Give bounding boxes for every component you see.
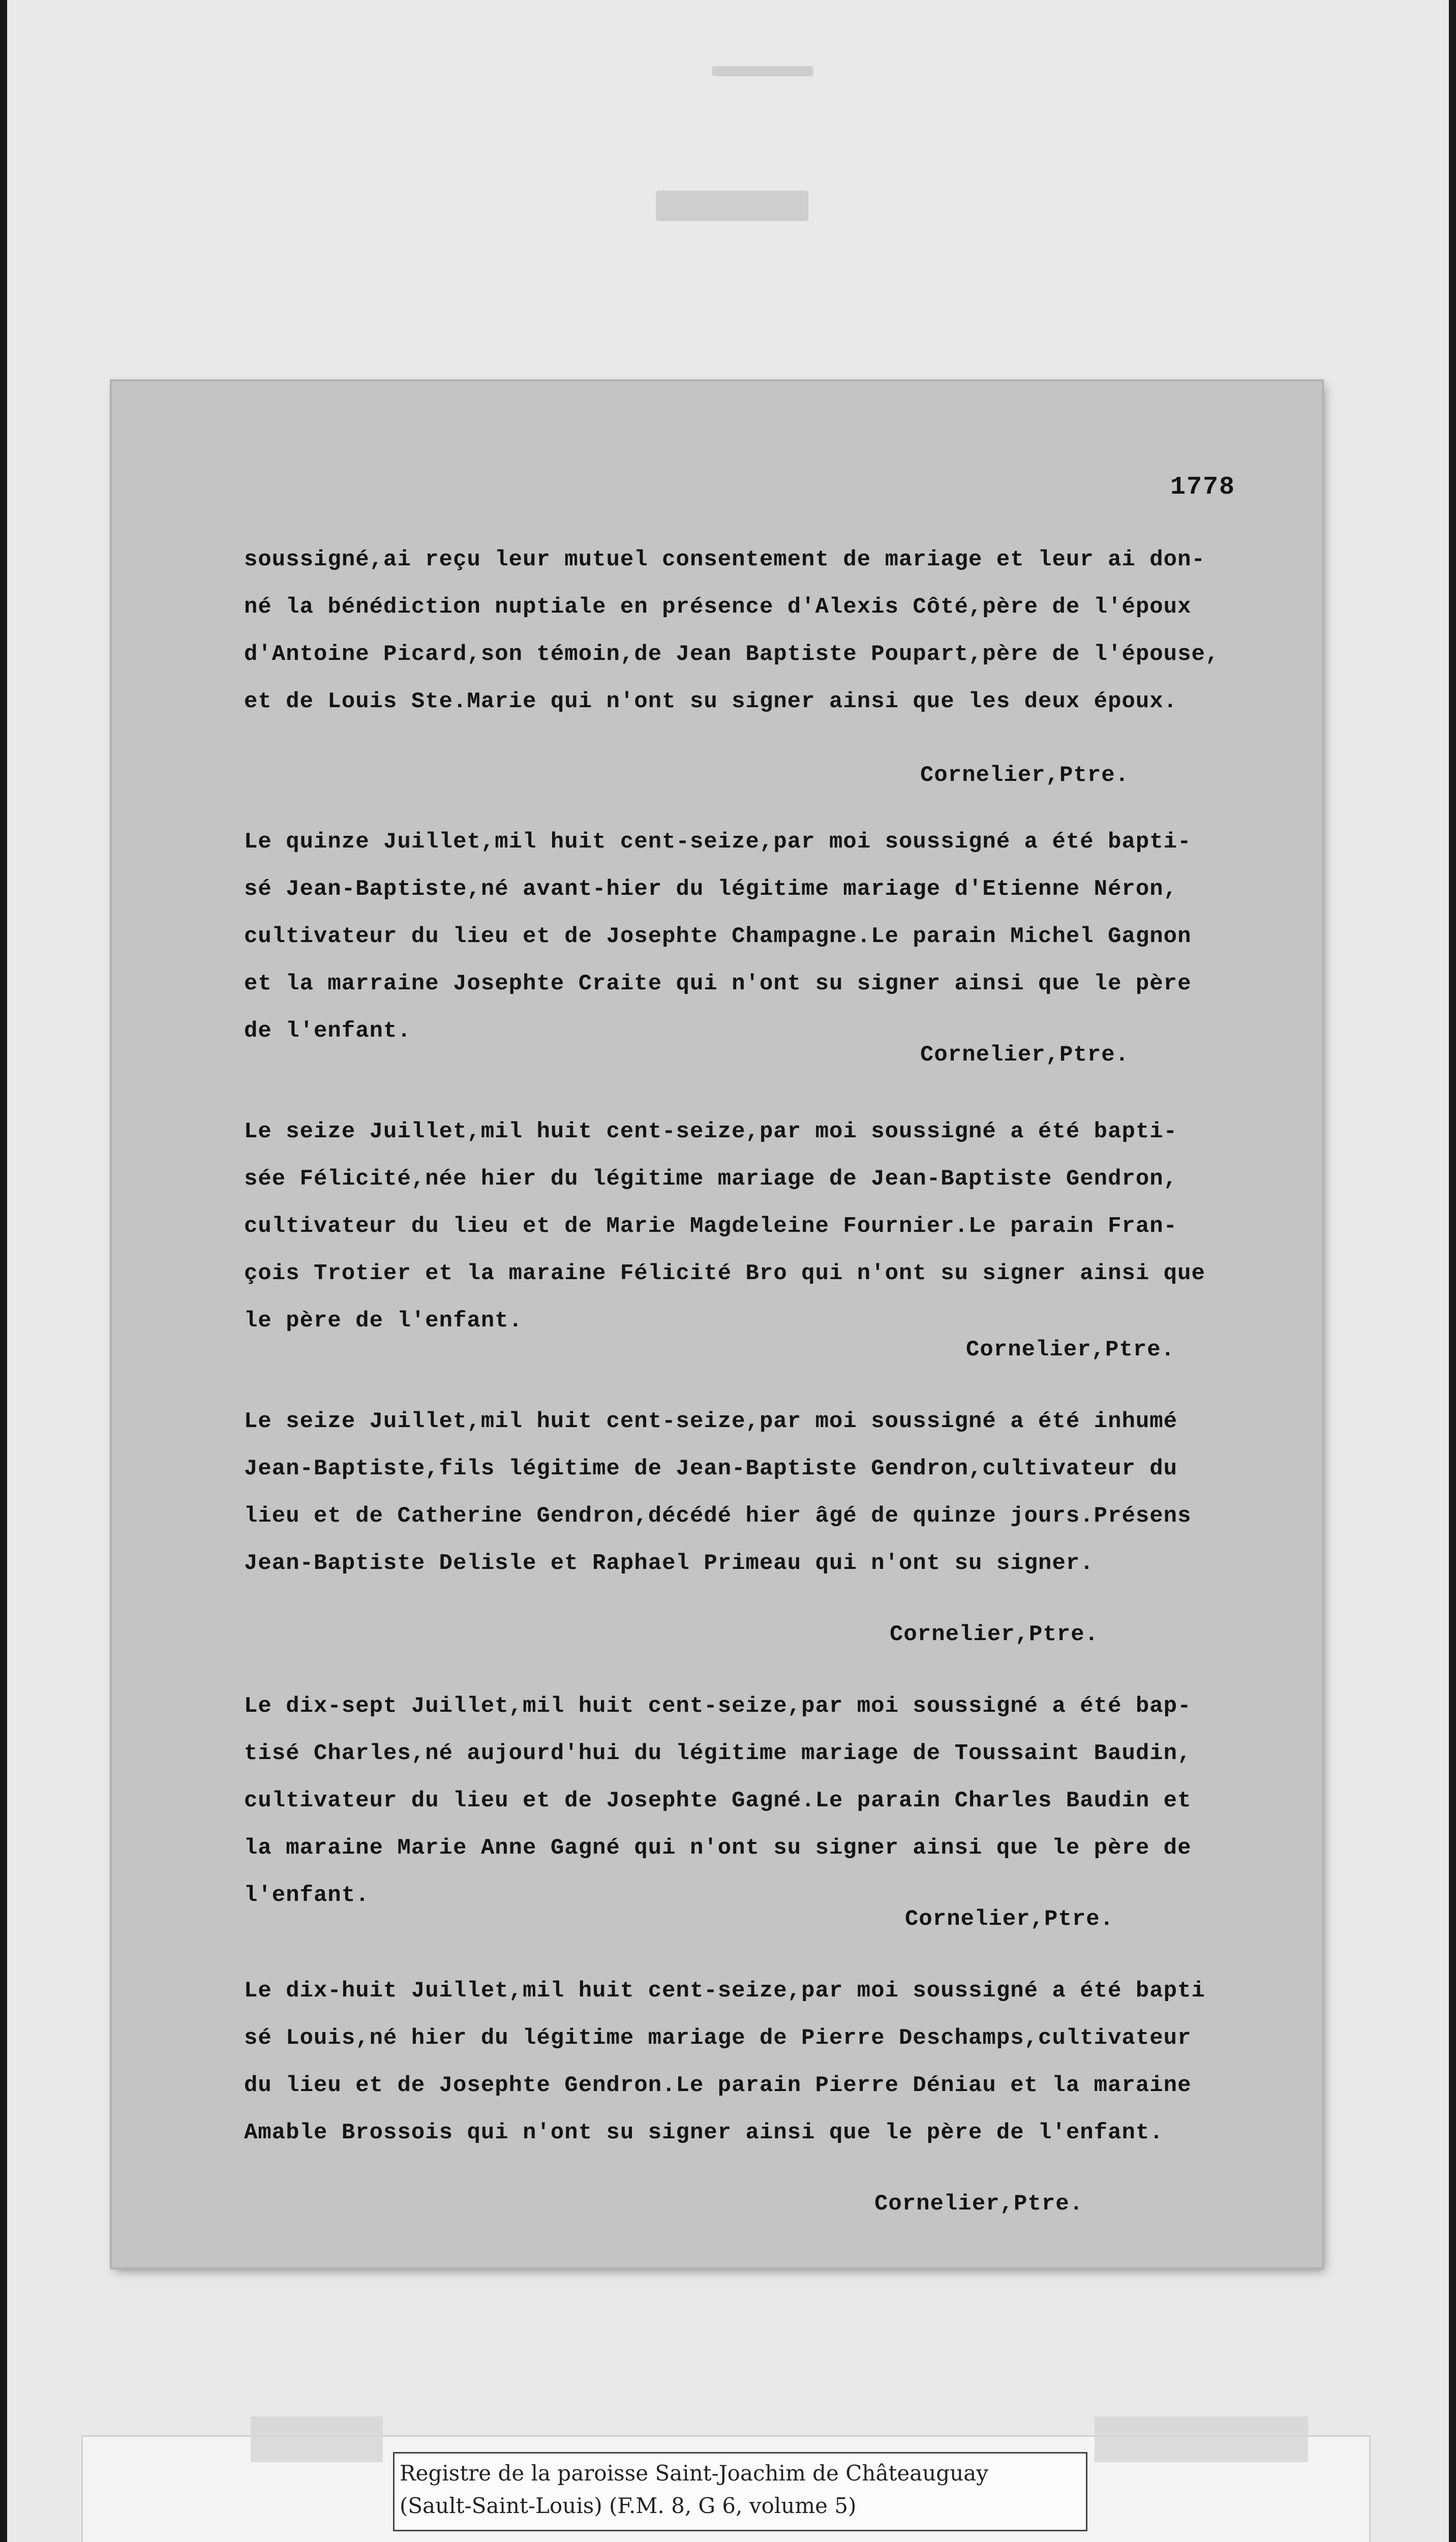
entry-line: Le dix-sept Juillet,mil huit cent-seize,par moi soussigné a été bap- <box>244 1693 1192 1719</box>
entry-line: lieu et de Catherine Gendron,décédé hier âgé de quinze jours.Présens <box>244 1503 1192 1529</box>
register-entry <box>244 1968 1256 2157</box>
entry-line: Le quinze Juillet,mil huit cent-seize,par moi soussigné a été bapti- <box>244 829 1192 855</box>
tape-strip <box>251 2416 383 2462</box>
register-entry <box>244 1683 1256 1919</box>
entry-line: du lieu et de Josephte Gendron.Le parain Pierre Déniau et la maraine <box>244 2073 1192 2098</box>
entry-line: et de Louis Ste.Marie qui n'ont su signer ainsi que les deux époux. <box>244 689 1178 714</box>
priest-signature: Cornelier,Ptre. <box>966 1337 1175 1363</box>
entry-line: sée Félicité,née hier du légitime mariage de Jean-Baptiste Gendron, <box>244 1166 1178 1192</box>
reference-line: (Sault-Saint-Louis) (F.M. 8, G 6, volume 5) <box>400 2493 857 2518</box>
tape-strip <box>1095 2416 1308 2462</box>
priest-signature: Cornelier,Ptre. <box>920 763 1130 788</box>
film-edge-right <box>1449 0 1456 2542</box>
entry-line: Le seize Juillet,mil huit cent-seize,par moi soussigné a été bapti- <box>244 1119 1178 1144</box>
entry-line: cultivateur du lieu et de Josephte Gagné.Le parain Charles Baudin et <box>244 1788 1192 1813</box>
entry-line: sé Louis,né hier du légitime mariage de Pierre Deschamps,cultivateur <box>244 2025 1192 2051</box>
entry-line: Le dix-huit Juillet,mil huit cent-seize,par moi soussigné a été bapti <box>244 1978 1205 2004</box>
mount-smudge <box>712 66 813 76</box>
reference-box <box>393 2452 1087 2531</box>
register-entry <box>244 1398 1256 1587</box>
entry-line: l'enfant. <box>244 1883 370 1908</box>
entry-line: d'Antoine Picard,son témoin,de Jean Baptiste Poupart,père de l'épouse, <box>244 642 1220 667</box>
priest-signature: Cornelier,Ptre. <box>874 2191 1084 2217</box>
entry-line: tisé Charles,né aujourd'hui du légitime mariage de Toussaint Baudin, <box>244 1741 1192 1766</box>
entry-line: cultivateur du lieu et de Josephte Champagne.Le parain Michel Gagnon <box>244 924 1192 949</box>
entry-line: cultivateur du lieu et de Marie Magdeleine Fournier.Le parain Fran- <box>244 1214 1178 1239</box>
priest-signature: Cornelier,Ptre. <box>890 1622 1099 1647</box>
entry-line: Jean-Baptiste Delisle et Raphael Primeau qui n'ont su signer. <box>244 1551 1094 1576</box>
register-entry <box>244 1108 1256 1345</box>
entry-line: sé Jean-Baptiste,né avant-hier du légitime mariage d'Etienne Néron, <box>244 876 1178 902</box>
priest-signature: Cornelier,Ptre. <box>920 1042 1130 1068</box>
entry-line: la maraine Marie Anne Gagné qui n'ont su signer ainsi que le père de <box>244 1835 1192 1861</box>
reference-line: Registre de la paroisse Saint-Joachim de Châteauguay <box>400 2461 989 2486</box>
entry-line: Amable Brossois qui n'ont su signer ainsi que le père de l'enfant. <box>244 2120 1164 2145</box>
register-entry <box>244 819 1256 1055</box>
folio-number: 1778 <box>1170 473 1235 502</box>
entry-line: et la marraine Josephte Craite qui n'ont su signer ainsi que le père <box>244 971 1192 996</box>
film-edge-left <box>0 0 7 2542</box>
priest-signature: Cornelier,Ptre. <box>905 1906 1114 1932</box>
register-page <box>112 381 1322 2267</box>
register-entry <box>244 536 1256 725</box>
entry-line: le père de l'enfant. <box>244 1308 523 1334</box>
entry-line: çois Trotier et la maraine Félicité Bro qui n'ont su signer ainsi que <box>244 1261 1205 1286</box>
archive-label-panel <box>81 2435 1371 2542</box>
mount-smudge <box>656 191 808 221</box>
entry-line: soussigné,ai reçu leur mutuel consentement de mariage et leur ai don- <box>244 547 1205 572</box>
entry-line: né la bénédiction nuptiale en présence d'Alexis Côté,père de l'époux <box>244 594 1192 620</box>
entry-line: de l'enfant. <box>244 1018 411 1044</box>
entry-line: Le seize Juillet,mil huit cent-seize,par moi soussigné a été inhumé <box>244 1409 1178 1434</box>
entry-line: Jean-Baptiste,fils légitime de Jean-Baptiste Gendron,cultivateur du <box>244 1456 1178 1481</box>
